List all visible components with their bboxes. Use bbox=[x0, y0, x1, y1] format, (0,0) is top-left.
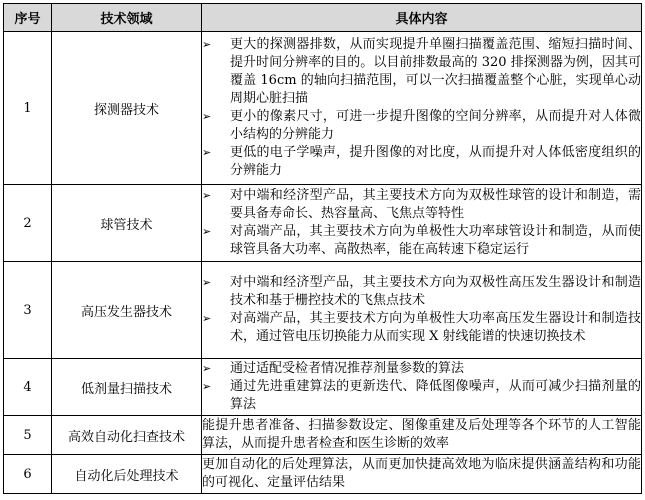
row-content bbox=[202, 416, 642, 455]
list-item: ➢ 更低的电子学噪声，提升图像的对比度，从而提升对人体低密度组织的分辨能力 bbox=[202, 145, 641, 178]
row-content bbox=[202, 359, 642, 416]
header-no: 序号 bbox=[4, 4, 52, 32]
table-row bbox=[4, 185, 642, 262]
arrow-bullet-icon: ➢ bbox=[202, 276, 212, 289]
list-item: ➢ 对高端产品，其主要技术方向为单极性大功率高压发生器设计和制造技术，通过管电压切换能力从而实现 X 射线能谱的快速切换技术 bbox=[202, 311, 641, 344]
arrow-bullet-icon: ➢ bbox=[202, 38, 212, 51]
row-text: 更加自动化的后处理算法，从而更加快捷高效地为临床提供涵盖结构和功能的可视化、定量评估结果 bbox=[202, 457, 641, 490]
arrow-bullet-icon: ➢ bbox=[202, 146, 212, 159]
arrow-bullet-icon: ➢ bbox=[202, 362, 212, 375]
table-row bbox=[4, 32, 642, 185]
row-area: 探测器技术 bbox=[52, 32, 202, 185]
arrow-bullet-icon: ➢ bbox=[202, 380, 212, 393]
row-content bbox=[202, 455, 642, 494]
arrow-bullet-icon: ➢ bbox=[202, 110, 212, 123]
table-row bbox=[4, 262, 642, 359]
list-item: ➢ 对高端产品，其主要技术方向为单极性大功率球管设计和制造，从而使球管具备大功率、高散热率，能在高转速下稳定运行 bbox=[202, 224, 641, 257]
technology-table bbox=[3, 3, 642, 494]
table-row bbox=[4, 416, 642, 455]
row-area: 高压发生器技术 bbox=[52, 262, 202, 359]
list-item: ➢ 对中端和经济型产品，其主要技术方向为双极性高压发生器设计和制造技术和基于栅控技术的飞焦点技术 bbox=[202, 275, 641, 308]
row-no: 3 bbox=[4, 262, 52, 359]
list-item: ➢ 对中端和经济型产品，其主要技术方向为双极性球管的设计和制造，需要具备寿命长、热容量高、飞焦点等特性 bbox=[202, 188, 641, 221]
header-area: 技术领域 bbox=[52, 4, 202, 32]
row-no: 5 bbox=[4, 416, 52, 455]
row-no: 6 bbox=[4, 455, 52, 494]
row-content bbox=[202, 185, 642, 262]
row-text: 能提升患者准备、扫描参数设定、图像重建及后处理等各个环节的人工智能算法，从而提升患者检查和医生诊断的效率 bbox=[202, 418, 641, 451]
table-header bbox=[4, 4, 642, 32]
row-no: 1 bbox=[4, 32, 52, 185]
row-area: 自动化后处理技术 bbox=[52, 455, 202, 494]
list-item: ➢ 更小的像素尺寸，可进一步提升图像的空间分辨率，从而提升对人体微小结构的分辨能力 bbox=[202, 109, 641, 142]
row-no: 4 bbox=[4, 359, 52, 416]
row-no: 2 bbox=[4, 185, 52, 262]
row-area: 低剂量扫描技术 bbox=[52, 359, 202, 416]
list-item: ➢ 通过先进重建算法的更新迭代、降低图像噪声，从而可减少扫描剂量的算法 bbox=[202, 379, 641, 412]
header-content: 具体内容 bbox=[202, 4, 642, 32]
list-item: ➢ 更大的探测器排数，从而实现提升单圈扫描覆盖范围、缩短扫描时间、提升时间分辨率的目的。以目前排数最高的 320 排探测器为例，因其可覆盖 16cm 的轴向扫描范围，可以一次扫描覆盖整个心脏，实现单心动周期心脏扫描 bbox=[202, 37, 641, 106]
table-row bbox=[4, 455, 642, 494]
arrow-bullet-icon: ➢ bbox=[202, 189, 212, 202]
table-row bbox=[4, 359, 642, 416]
row-content bbox=[202, 262, 642, 359]
list-item: ➢ 通过适配受检者情况推荐剂量参数的算法 bbox=[202, 361, 465, 376]
row-area: 球管技术 bbox=[52, 185, 202, 262]
arrow-bullet-icon: ➢ bbox=[202, 225, 212, 238]
row-area: 高效自动化扫查技术 bbox=[52, 416, 202, 455]
row-content bbox=[202, 32, 642, 185]
arrow-bullet-icon: ➢ bbox=[202, 312, 212, 325]
